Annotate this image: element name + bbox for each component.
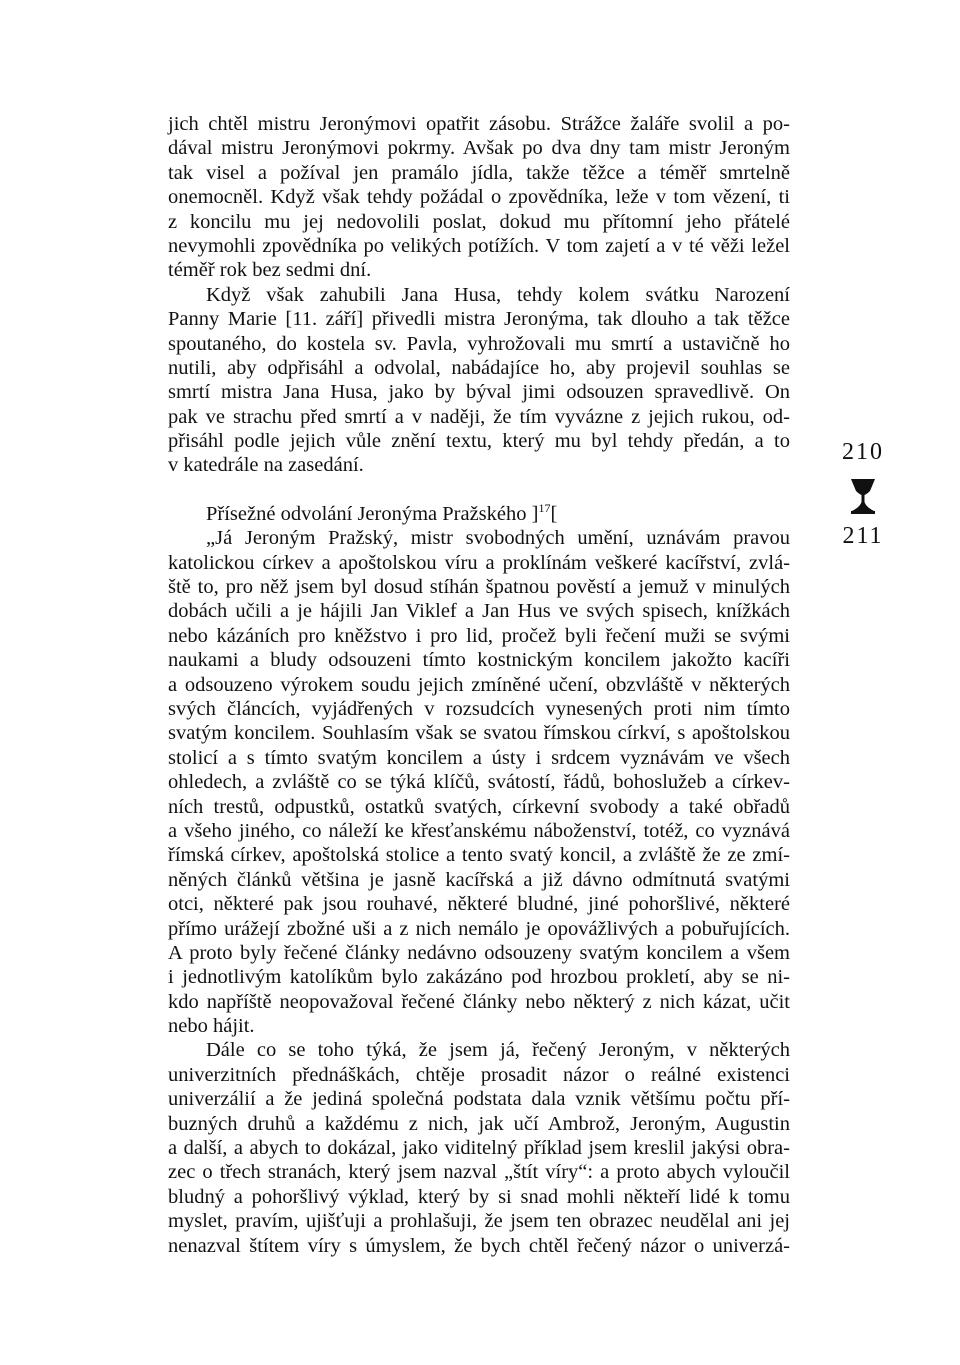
oath-line: buzných druhů a každému z nich, jak učí Ambrož, Jeroným, Augustin <box>168 1112 790 1135</box>
oath-line: něných článků většina je jasně kacířská a již dávno odmítnutá svatými <box>168 868 790 891</box>
oath-line: nebo kázáních pro kněžstvo i pro lid, pročež byli řečení muži se svými <box>168 624 790 647</box>
oath-line: a další, a abych to dokázal, jako viditelný příklad jsem kreslil jakýsi obra- <box>168 1137 790 1160</box>
footnote-ref: 17 <box>538 501 551 516</box>
text-line: nevymohli zpovědníka po velikých potížích. V tom zajetí a v té věži ležel <box>168 234 790 257</box>
text-line: dával mistru Jeronýmovi pokrmy. Avšak po dva dny tam mistr Jeroným <box>168 137 790 160</box>
heading-text: Přísežné odvolání Jeronýma Pražského ] <box>206 502 539 525</box>
oath-line: nenazval štítem víry s úmyslem, že bych chtěl řečený názor o univerzá- <box>168 1234 790 1257</box>
paragraph-block-oath <box>168 526 790 1258</box>
oath-line: A proto byly řečené články nedávno odsouzeny svatým koncilem a všem <box>168 941 790 964</box>
oath-line: svých článcích, vyjádřených v rozsudcích vynesených proti nim tímto <box>168 697 790 720</box>
text-line: v katedrále na zasedání. <box>168 454 364 477</box>
section-heading <box>168 502 790 526</box>
text-line: jich chtěl mistru Jeronýmovi opatřit zásobu. Strážce žaláře svolil a po- <box>168 113 790 135</box>
text-line: smrtí mistra Jana Husa, jako by býval jimi odsouzen spravedlivě. On <box>168 381 790 404</box>
paragraph-block-narrative <box>168 112 790 478</box>
page-number-left: 210 <box>842 439 884 465</box>
text-line: nutili, aby odpřisáhl a odvolal, nabádajíce ho, aby projevil souhlas se <box>168 356 790 379</box>
oath-line: stolicí a s tímto svatým koncilem a ústy i srdcem vyznávám ve všech <box>168 746 790 769</box>
oath-line: otci, některé pak jsou rouhavé, některé bludné, jiné pohoršlivé, některé <box>168 893 790 916</box>
oath-line: dobách učili a je hájili Jan Viklef a Jan Hus ve svých spisech, knížkách <box>168 600 790 623</box>
oath-line: svatým koncilem. Souhlasím však se svatou římskou církví, s apoštolskou <box>168 722 790 745</box>
oath-line: katolickou církev a apoštolskou víru a proklínám veškeré kacířství, zvlá- <box>168 551 790 574</box>
oath-line: ohledech, a zvláště co se týká klíčů, svátostí, řádů, bohoslužeb a církev- <box>168 771 790 794</box>
oath-line: i jednotlivým katolíkům bylo zakázáno pod hrozbou prokletí, aby se ni- <box>168 966 790 989</box>
oath-line: zec o třech stranách, který jsem nazval „štít víry“: a proto abych vyloučil <box>168 1161 790 1184</box>
text-line: z koncilu mu jej nedovolili poslat, dokud mu přítomní jeho přátelé <box>168 210 790 233</box>
oath-line: přímo urážejí zbožné uši a z nich nemálo je opovážlivých a pobuřujících. <box>168 917 790 940</box>
text-line: Když však zahubili Jana Husa, tehdy kolem svátku Narození <box>206 283 790 306</box>
text-line: onemocněl. Když však tehdy požádal o zpovědníka, leže v tom vězení, ti <box>168 186 790 209</box>
oath-line: ště to, pro něž jsem byl dosud stíhán špatnou pověstí a jemuž v minulých <box>168 576 790 599</box>
oath-line: Dále co se toho týká, že jsem já, řečený Jeroným, v některých <box>206 1039 790 1062</box>
oath-line: ních trestů, odpustků, ostatků svatých, církevní svobody a také obřadů <box>168 795 790 818</box>
heading-bracket: [ <box>550 502 558 525</box>
text-line: tak visel a požíval jen pramálo jídla, takže těžce a téměř smrtelně <box>168 161 790 184</box>
oath-line: kdo napříště neopovažoval řečené články nebo některý z nich kázat, učit <box>168 990 790 1013</box>
text-line: spoutaného, do kostela sv. Pavla, vyhrožovali mu smrtí a ustavičně ho <box>168 332 790 355</box>
oath-line: naukami a bludy odsouzeni tímto kostnickým koncilem jakožto kacíři <box>168 649 790 672</box>
chalice-icon <box>848 478 878 514</box>
section-gap <box>168 478 790 502</box>
page-body <box>168 112 790 1258</box>
oath-line: myslet, pravím, ujišťuji a prohlašuji, že jsem ten obrazec neudělal ani jej <box>168 1210 790 1233</box>
oath-line: a všeho jiného, co náleží ke křesťanskému náboženství, totéž, co vyznává <box>168 819 790 842</box>
text-line: pak ve strachu před smrtí a v naději, že tím vyvázne z jejich rukou, od- <box>168 405 790 428</box>
oath-line: nebo hájit. <box>168 1015 255 1038</box>
oath-line: římská církev, apoštolská stolice a tento svatý koncil, a zvláště že ze zmí- <box>168 844 790 867</box>
oath-line: univerzálií a že jediná společná podstata dala vznik většímu počtu pří- <box>168 1088 790 1111</box>
oath-line: univerzitních přednáškách, chtěje prosadit názor o reálné existenci <box>168 1063 790 1086</box>
oath-line: bludný a pohoršlivý výklad, který by si snad mohli někteří lidé k tomu <box>168 1185 790 1208</box>
page-margin <box>818 438 908 550</box>
text-line: přisáhl podle jejich vůle znění textu, který mu byl tehdy předán, a to <box>168 430 790 453</box>
oath-line: a odsouzeno výrokem soudu jejich zmíněné učení, obzvláště v některých <box>168 673 790 696</box>
page-number-right: 211 <box>842 523 884 549</box>
text-line: Panny Marie [11. září] přivedli mistra Jeronýma, tak dlouho a tak těžce <box>168 308 790 331</box>
text-line: téměř rok bez sedmi dní. <box>168 259 372 282</box>
oath-line: „Já Jeroným Pražský, mistr svobodných umění, uznávám pravou <box>206 527 790 550</box>
